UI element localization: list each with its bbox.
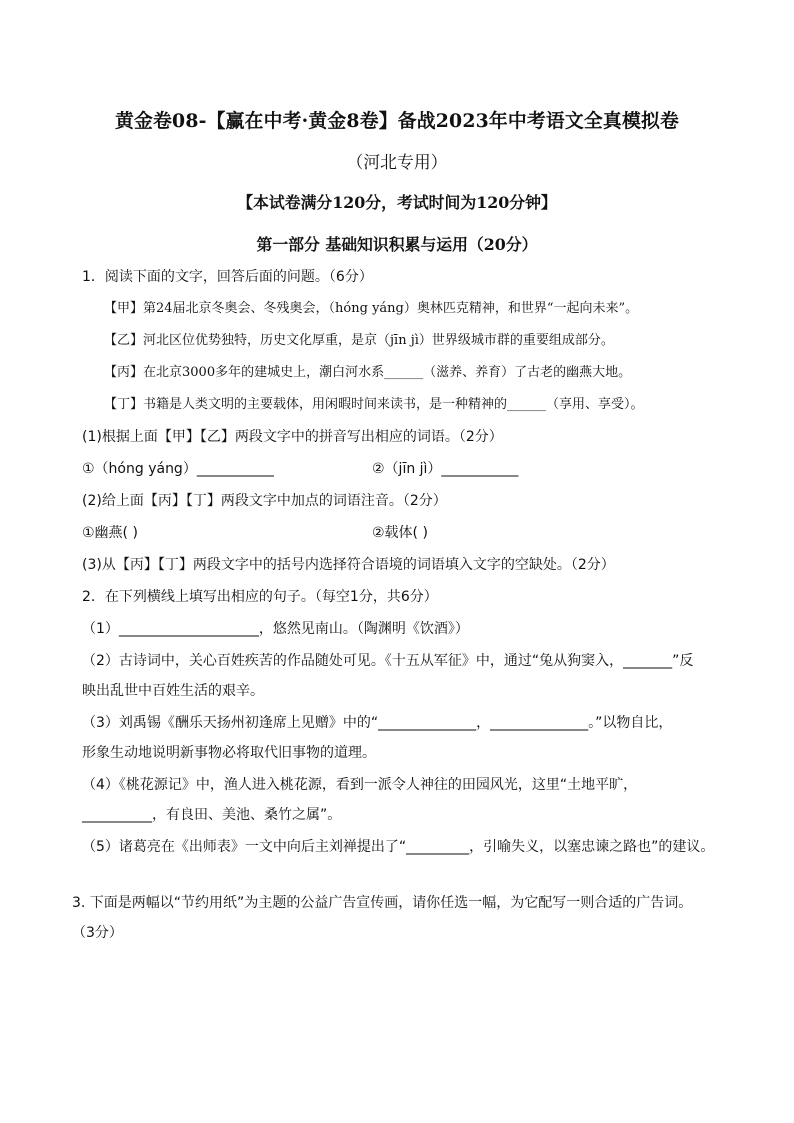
q1-passage-jia: 【甲】第24届北京冬奥会、冬残奥会，（hóng yáng）奥林匹克精神，和世界“一起向未来”。 [104, 301, 639, 316]
q1-sub3: (3)从【丙】【丁】两段文字中的括号内选择符合语境的词语填入文字的空缺处。（2分） [82, 557, 615, 573]
exam-info: 【本试卷满分120分，考试时间为120分钟】 [237, 193, 557, 212]
q2-prompt: 2．在下列横线上填写出相应的句子。（每空1分，共6分） [82, 589, 438, 605]
q1-passage-yi: 【乙】河北区位优势独特，历史文化厚重，是京（jīn jì）世界级城市群的重要组成部分。 [104, 333, 614, 348]
q1-sub2-a: ①幽燕( ) [82, 525, 138, 541]
q1-sub1: (1)根据上面【甲】【乙】两段文字中的拼音写出相应的词语。（2分） [82, 429, 503, 445]
q2-item-2: （2）古诗词中，关心百姓疾苦的作品随处可见。《十五从军征》中，通过“兔从狗窦入，_______”反 [82, 653, 694, 669]
q2-item-5: （5）诸葛亮在《出师表》一文中向后主刘禅提出了“_________，引喻失义，以塞忠谏之路也”的建议。 [82, 839, 715, 855]
q2-item-2-cont: 映出乱世中百姓生活的艰辛。 [82, 683, 264, 699]
q1-passage-ding: 【丁】书籍是人类文明的主要载体，用闲暇时间来读书，是一种精神的______（享用、享受）。 [104, 397, 644, 412]
q1-sub1-b: ②（jīn jì）___________ [372, 461, 519, 477]
q1-passage-bing: 【丙】在北京3000多年的建城史上，潮白河水系______（滋养、养育）了古老的幽燕大地。 [104, 365, 632, 380]
q1-sub2-b: ②载体( ) [372, 525, 428, 541]
page-title: 黄金卷08-【赢在中考·黄金8卷】备战2023年中考语文全真模拟卷 [115, 110, 679, 132]
page-subtitle: （河北专用） [346, 153, 448, 173]
q2-item-1: （1）____________________，悠然见南山。（陶渊明《饮酒》） [82, 621, 469, 637]
q3-points: （3分） [72, 925, 123, 941]
section-heading: 第一部分 基础知识积累与运用（20分） [256, 235, 538, 254]
q1-prompt: 1．阅读下面的文字，回答后面的问题。（6分） [82, 269, 373, 285]
q2-item-4: （4）《桃花源记》中，渔人进入桃花源，看到一派令人神往的田园风光，这里“土地平旷， [82, 777, 638, 793]
q1-sub1-a: ①（hóng yáng）___________ [82, 461, 274, 477]
q2-item-4-cont: __________，有良田、美池、桑竹之属”。 [82, 807, 342, 823]
q2-item-3: （3）刘禹锡《酬乐天扬州初逢席上见赠》中的“______________，______________。”以物自比， [82, 715, 673, 731]
q3-prompt: 3. 下面是两幅以“节约用纸”为主题的公益广告宣传画，请你任选一幅，为它配写一则合适的广告词。 [72, 895, 693, 911]
q2-item-3-cont: 形象生动地说明新事物必将取代旧事物的道理。 [82, 745, 376, 761]
q1-sub2: (2)给上面【丙】【丁】两段文字中加点的词语注音。（2分） [82, 493, 447, 509]
